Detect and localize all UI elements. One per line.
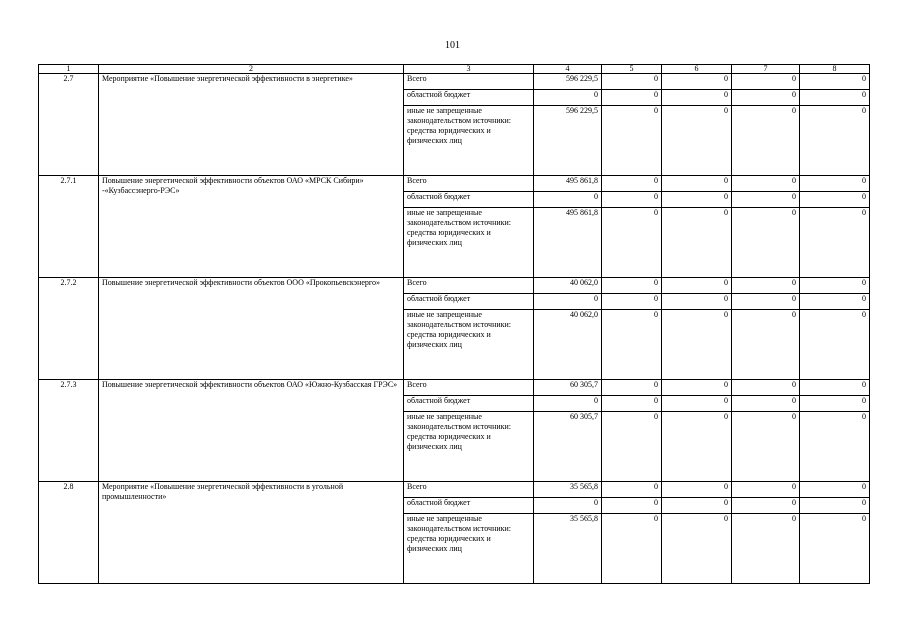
amount-cell: 0 (732, 90, 800, 106)
column-number: 7 (732, 65, 800, 74)
item-name: Повышение энергетической эффективности объектов ОАО «Южно-Кузбасская ГРЭС» (99, 380, 404, 482)
funding-source: областной бюджет (404, 90, 534, 106)
amount-cell: 0 (534, 192, 602, 208)
amount-cell: 0 (602, 294, 662, 310)
amount-cell: 0 (800, 498, 870, 514)
item-name: Мероприятие «Повышение энергетической эффективности в угольной промышленности» (99, 482, 404, 584)
amount-cell: 0 (602, 192, 662, 208)
amount-cell: 40 062,0 (534, 310, 602, 380)
funding-source: иные не запрещенные законодательством источники: средства юридических и физических лиц (404, 514, 534, 584)
amount-cell: 0 (602, 310, 662, 380)
funding-source: Всего (404, 278, 534, 294)
amount-cell: 0 (602, 498, 662, 514)
amount-cell: 0 (534, 396, 602, 412)
funding-table (38, 64, 870, 584)
amount-cell: 0 (732, 278, 800, 294)
amount-cell: 0 (662, 396, 732, 412)
amount-cell: 0 (800, 412, 870, 482)
amount-cell: 0 (732, 176, 800, 192)
amount-cell: 0 (732, 380, 800, 396)
amount-cell: 596 229,5 (534, 106, 602, 176)
funding-source: иные не запрещенные законодательством источники: средства юридических и физических лиц (404, 208, 534, 278)
amount-cell: 0 (662, 192, 732, 208)
amount-cell: 596 229,5 (534, 74, 602, 90)
amount-cell: 0 (602, 380, 662, 396)
column-number: 6 (662, 65, 732, 74)
amount-cell: 0 (732, 74, 800, 90)
amount-cell: 0 (732, 482, 800, 498)
funding-source: областной бюджет (404, 192, 534, 208)
item-code: 2.7.3 (39, 380, 99, 482)
column-number: 1 (39, 65, 99, 74)
amount-cell: 0 (732, 106, 800, 176)
funding-source: иные не запрещенные законодательством источники: средства юридических и физических лиц (404, 106, 534, 176)
amount-cell: 0 (662, 412, 732, 482)
amount-cell: 0 (800, 74, 870, 90)
amount-cell: 0 (534, 90, 602, 106)
amount-cell: 60 305,7 (534, 412, 602, 482)
column-number: 4 (534, 65, 602, 74)
funding-source: Всего (404, 176, 534, 192)
item-name: Повышение энергетической эффективности объектов ООО «Прокопьевскэнерго» (99, 278, 404, 380)
amount-cell: 0 (800, 294, 870, 310)
funding-source: областной бюджет (404, 294, 534, 310)
amount-cell: 0 (662, 310, 732, 380)
amount-cell: 0 (732, 396, 800, 412)
amount-cell: 0 (602, 208, 662, 278)
funding-source: иные не запрещенные законодательством источники: средства юридических и физических лиц (404, 310, 534, 380)
amount-cell: 0 (662, 498, 732, 514)
amount-cell: 0 (662, 294, 732, 310)
table-row (39, 482, 870, 498)
amount-cell: 0 (662, 482, 732, 498)
amount-cell: 0 (732, 498, 800, 514)
table-row (39, 74, 870, 90)
column-number-row (39, 65, 870, 74)
amount-cell: 0 (602, 412, 662, 482)
table-row (39, 380, 870, 396)
item-code: 2.7.2 (39, 278, 99, 380)
amount-cell: 0 (602, 482, 662, 498)
amount-cell: 60 305,7 (534, 380, 602, 396)
item-name: Мероприятие «Повышение энергетической эффективности в энергетике» (99, 74, 404, 176)
column-number: 3 (404, 65, 534, 74)
amount-cell: 0 (732, 412, 800, 482)
amount-cell: 0 (602, 278, 662, 294)
amount-cell: 0 (662, 176, 732, 192)
funding-source: Всего (404, 380, 534, 396)
item-code: 2.7.1 (39, 176, 99, 278)
amount-cell: 0 (800, 106, 870, 176)
amount-cell: 0 (800, 310, 870, 380)
amount-cell: 0 (662, 514, 732, 584)
page-number: 101 (445, 40, 460, 51)
amount-cell: 0 (602, 90, 662, 106)
amount-cell: 35 565,8 (534, 514, 602, 584)
amount-cell: 0 (732, 294, 800, 310)
amount-cell: 495 861,8 (534, 176, 602, 192)
amount-cell: 0 (732, 310, 800, 380)
amount-cell: 0 (602, 396, 662, 412)
amount-cell: 0 (800, 396, 870, 412)
amount-cell: 0 (534, 294, 602, 310)
column-number: 5 (602, 65, 662, 74)
amount-cell: 495 861,8 (534, 208, 602, 278)
funding-source: областной бюджет (404, 498, 534, 514)
amount-cell: 0 (662, 106, 732, 176)
column-number: 8 (800, 65, 870, 74)
amount-cell: 0 (800, 192, 870, 208)
amount-cell: 0 (800, 208, 870, 278)
amount-cell: 0 (602, 106, 662, 176)
funding-source: Всего (404, 74, 534, 90)
funding-source: иные не запрещенные законодательством источники: средства юридических и физических лиц (404, 412, 534, 482)
table-body (39, 74, 870, 584)
table-row (39, 176, 870, 192)
amount-cell: 0 (662, 278, 732, 294)
amount-cell: 0 (732, 208, 800, 278)
item-code: 2.7 (39, 74, 99, 176)
table-row (39, 278, 870, 294)
amount-cell: 0 (800, 380, 870, 396)
amount-cell: 0 (800, 514, 870, 584)
amount-cell: 0 (732, 192, 800, 208)
item-code: 2.8 (39, 482, 99, 584)
amount-cell: 0 (662, 74, 732, 90)
amount-cell: 40 062,0 (534, 278, 602, 294)
amount-cell: 0 (602, 514, 662, 584)
amount-cell: 0 (662, 208, 732, 278)
funding-source: Всего (404, 482, 534, 498)
amount-cell: 0 (732, 514, 800, 584)
amount-cell: 0 (800, 482, 870, 498)
column-number: 2 (99, 65, 404, 74)
amount-cell: 0 (602, 176, 662, 192)
amount-cell: 0 (534, 498, 602, 514)
amount-cell: 0 (800, 90, 870, 106)
item-name: Повышение энергетической эффективности объектов ОАО «МРСК Сибири» -«Кузбассэнерго-РЭС» (99, 176, 404, 278)
funding-source: областной бюджет (404, 396, 534, 412)
amount-cell: 0 (602, 74, 662, 90)
amount-cell: 35 565,8 (534, 482, 602, 498)
amount-cell: 0 (662, 90, 732, 106)
amount-cell: 0 (662, 380, 732, 396)
amount-cell: 0 (800, 278, 870, 294)
amount-cell: 0 (800, 176, 870, 192)
